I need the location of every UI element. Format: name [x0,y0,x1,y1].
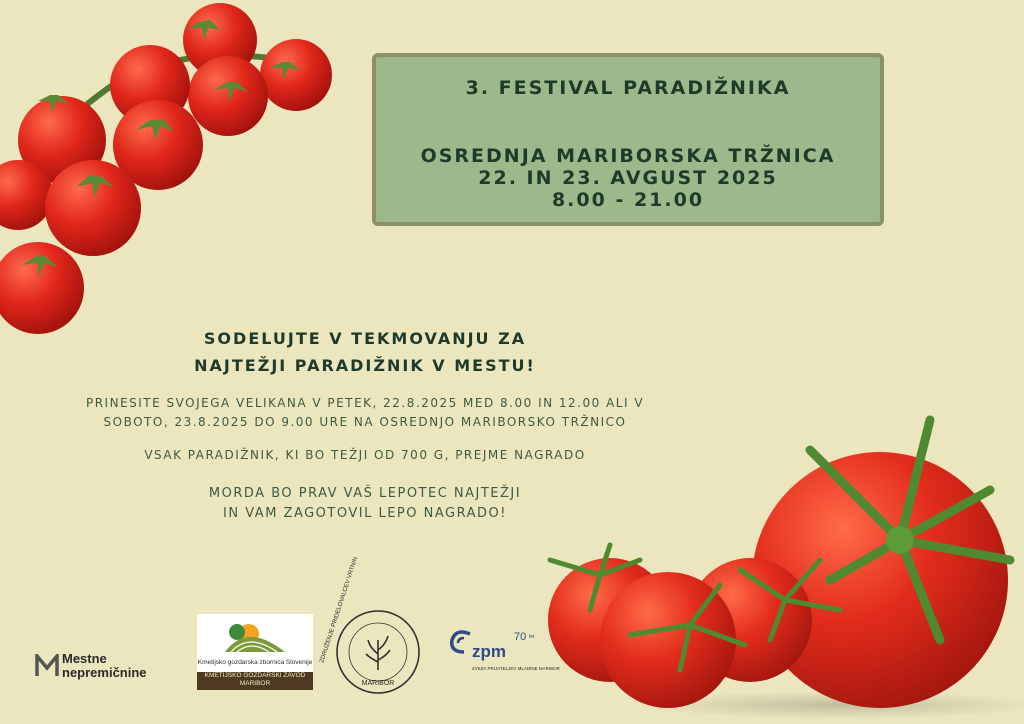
mestne-nepremicnine-logo-icon [35,654,59,678]
festival-dates: 22. IN 23. AVGUST 2025 [478,167,778,189]
kgz-logo [197,614,313,672]
festival-info-box [372,53,884,226]
zpm-full-name: ZVEZA PRIJATELJEV MLADINE MARIBOR [472,666,560,671]
zpv-city: MARIBOR [361,680,395,687]
festival-venue: OSREDNJA MARIBORSKA TRŽNICA [420,145,836,167]
festival-details [376,145,880,211]
bring-line-1: PRINESITE SVOJEGA VELIKANA V PETEK, 22.8.2025 MED 8.00 IN 12.00 ALI V [85,396,645,410]
kgz-institute-line-1: KMETIJSKO GOZDARSKI ZAVOD [204,672,306,679]
bring-line-2: SOBOTO, 23.8.2025 DO 9.00 URE NA OSREDNJO MARIBORSKO TRŽNICO [103,415,627,429]
cherry-tomato-vine-image [0,0,340,345]
contest-headline [150,325,580,379]
zpv-seal-logo [319,556,422,696]
zpm-logo [448,628,558,678]
large-tomatoes-image [540,410,1024,724]
zpm-anniversary: 70 [514,631,527,643]
kgz-chamber-name: Kmetijsko gozdarska zbornica Slovenije [197,659,313,666]
festival-hours: 8.00 - 21.00 [551,189,705,211]
contest-headline-line-1: SODELUJTE V TEKMOVANJU ZA [203,329,527,348]
festival-title: 3. FESTIVAL PARADIŽNIKA [465,77,791,99]
mestne-logo-line-1: Mestne [62,651,107,666]
closing-line-2: IN VAM ZAGOTOVIL LEPO NAGRADO! [223,506,507,521]
contest-headline-line-2: NAJTEŽJI PARADIŽNIK V MESTU! [194,356,536,375]
kgz-institute-line-2: MARIBOR [239,680,271,687]
zpm-short-name: zpm [472,642,506,661]
zpm-swirl-icon [448,628,474,658]
mestne-logo-line-2: nepremičnine [62,665,147,680]
zpm-anniversary-suffix: let [529,634,535,640]
zpv-ring-text: ZDRUŽENJE PRIDELOVALCEV VRTNIN [319,556,360,664]
kgz-institute-label [197,672,313,690]
kgz-field-icon [197,614,313,660]
closing-line-1: MORDA BO PRAV VAŠ LEPOTEC NAJTEŽJI [208,486,522,501]
contest-prize-rule: VSAK PARADIŽNIK, KI BO TEŽJI OD 700 G, PREJME NAGRADO [144,448,586,462]
